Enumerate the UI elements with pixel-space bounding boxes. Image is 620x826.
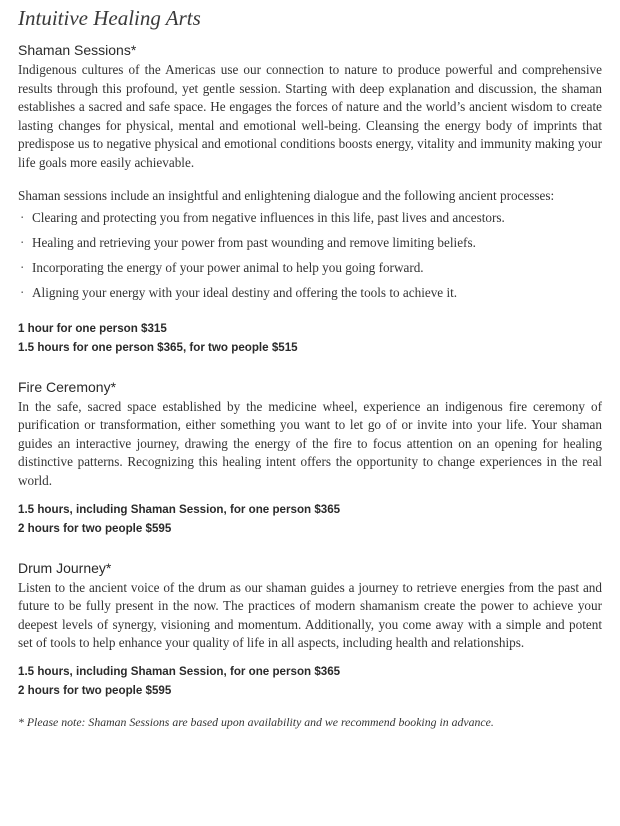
price-line: 2 hours for two people $595 [18, 521, 172, 535]
section-intro: Shaman sessions include an insightful and enlightening dialogue and the following ancient processes: [18, 187, 555, 203]
list-item: · Healing and retrieving your power from past wounding and remove limiting beliefs. [20, 234, 602, 253]
section-title: Drum Journey* [18, 559, 112, 576]
footnote: * Please note: Shaman Sessions are based upon availability and we recommend booking in advance. [18, 714, 494, 729]
bullet-icon: · [20, 210, 25, 226]
price-line: 2 hours for two people $595 [18, 683, 172, 697]
list-item: · Incorporating the energy of your power animal to help you going forward. [20, 259, 602, 278]
price-line: 1.5 hours, including Shaman Session, for one person $365 [18, 664, 341, 678]
list-item: · Clearing and protecting you from negative influences in this life, past lives and ancestors. [20, 209, 602, 228]
section-shaman-sessions [18, 42, 602, 357]
section-title: Shaman Sessions* [18, 42, 137, 58]
bullet-icon: · [20, 260, 25, 276]
section-drum-journey [18, 560, 602, 700]
process-list [18, 209, 602, 303]
price-line: 1.5 hours for one person $365, for two people $515 [18, 340, 298, 354]
brand-title: Intuitive Healing Arts [18, 6, 201, 30]
section-description: In the safe, sacred space established by the medicine wheel, experience an indigenous fire ceremony of purification or transformation, either something you want to let go of or invite into your life. Your shaman guides an interactive journey, drawing the energy of the fire to focus attention on an opening for healing distinctive patterns. Recognizing this healing intent offers the opportunity to change experiences in the real world. [18, 398, 602, 488]
price-line: 1 hour for one person $315 [18, 321, 167, 335]
bullet-icon: · [20, 285, 25, 301]
section-description: Listen to the ancient voice of the drum as our shaman guides a journey to retrieve energies from the past and future to be fully present in the now. The practices of modern shamanism create the power to achieve your deepest levels of synergy, visioning and momentum. Additionally, you come away with a simple and potent set of tools to help enhance your quality of life in all aspects, including health and relationships. [18, 579, 602, 651]
list-item: · Aligning your energy with your ideal destiny and offering the tools to achieve it. [20, 284, 602, 303]
price-line: 1.5 hours, including Shaman Session, for one person $365 [18, 502, 341, 516]
section-title: Fire Ceremony* [18, 378, 117, 395]
bullet-icon: · [20, 235, 25, 251]
section-fire-ceremony [18, 379, 602, 538]
section-description: Indigenous cultures of the Americas use our connection to nature to produce powerful and comprehensive results through this profound, yet gentle session. Starting with deep explanation and discussion, the shaman establishes a sacred and safe space. He engages the forces of nature and the world’s ancient wisdom to create lasting changes for physical, mental and emotional well-being. Cleansing the energy body of imprints that predispose us to negative physical and emotional conditions boosts energy, vitality and immunity making your life goals more easily achievable. [18, 62, 602, 170]
